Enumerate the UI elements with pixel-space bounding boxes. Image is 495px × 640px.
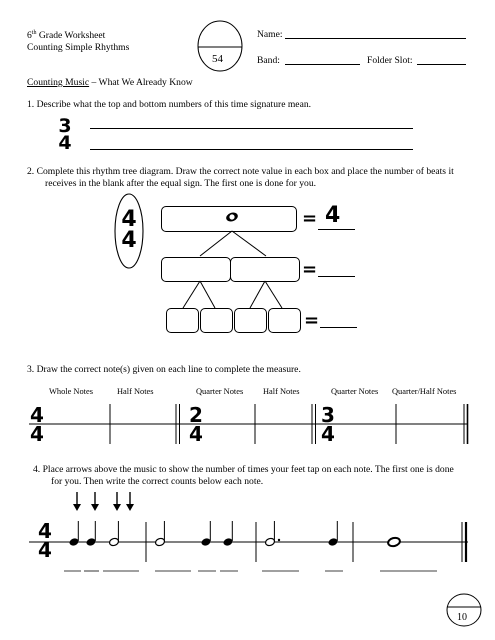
note-quarter xyxy=(328,521,339,547)
question-1: 1. Describe what the top and bottom numbers of this time signature mean. xyxy=(27,99,312,110)
note-half xyxy=(155,521,166,547)
label-half-notes-2: Half Notes xyxy=(263,387,300,396)
q1-time-signature: 3 4 xyxy=(58,115,72,154)
equals-sign-2: = xyxy=(302,259,318,280)
note-dotted-half xyxy=(265,521,281,547)
tap-arrows xyxy=(73,492,134,511)
question-2-line-2: receives in the blank after the equal sign. The first one is done for you. xyxy=(45,178,317,189)
q4-time-signature: 4 4 xyxy=(38,519,52,562)
worksheet-subtitle: Counting Simple Rhythms xyxy=(27,42,130,53)
label-quarter-half-notes: Quarter/Half Notes xyxy=(392,387,457,396)
name-label: Name: xyxy=(257,29,283,40)
band-label: Band: xyxy=(257,55,280,66)
note-whole xyxy=(387,537,401,548)
note-quarter xyxy=(86,521,97,547)
note-quarter xyxy=(69,521,80,547)
folder-slot-label: Folder Slot: xyxy=(367,55,413,66)
note-quarter xyxy=(223,521,234,547)
note-quarter xyxy=(201,521,212,547)
q3-time-signature-1: 4 4 xyxy=(30,403,44,446)
label-half-notes-1: Half Notes xyxy=(117,387,154,396)
q3-time-signature-3: 3 4 xyxy=(321,403,335,446)
label-whole-notes: Whole Notes xyxy=(49,387,93,396)
label-quarter-notes-1: Quarter Notes xyxy=(196,387,244,396)
tree-answer-whole: 4 xyxy=(325,203,341,228)
question-4-line-1: 4. Place arrows above the music to show the number of times your feet tap on each note. The first one is done xyxy=(33,464,454,475)
q2-time-signature: 4 4 xyxy=(121,207,137,253)
note-half xyxy=(109,521,120,547)
label-quarter-notes-2: Quarter Notes xyxy=(331,387,379,396)
question-2-line-1: 2. Complete this rhythm tree diagram. Draw the correct note value in each box and place the number of beats it xyxy=(27,166,454,177)
question-3: 3. Draw the correct note(s) given on each line to complete the measure. xyxy=(27,364,301,375)
question-4-line-2: for you. Then write the correct counts below each note. xyxy=(51,476,264,487)
page-code: 54 xyxy=(212,53,223,65)
equals-sign-1: = xyxy=(302,208,318,229)
section-title: Counting Music – What We Already Know xyxy=(27,77,193,88)
equals-sign-3: = xyxy=(304,310,320,331)
page-number: 10 xyxy=(457,612,467,623)
q3-time-signature-2: 2 4 xyxy=(189,403,203,446)
worksheet-grade: 6th Grade Worksheet xyxy=(27,30,106,42)
